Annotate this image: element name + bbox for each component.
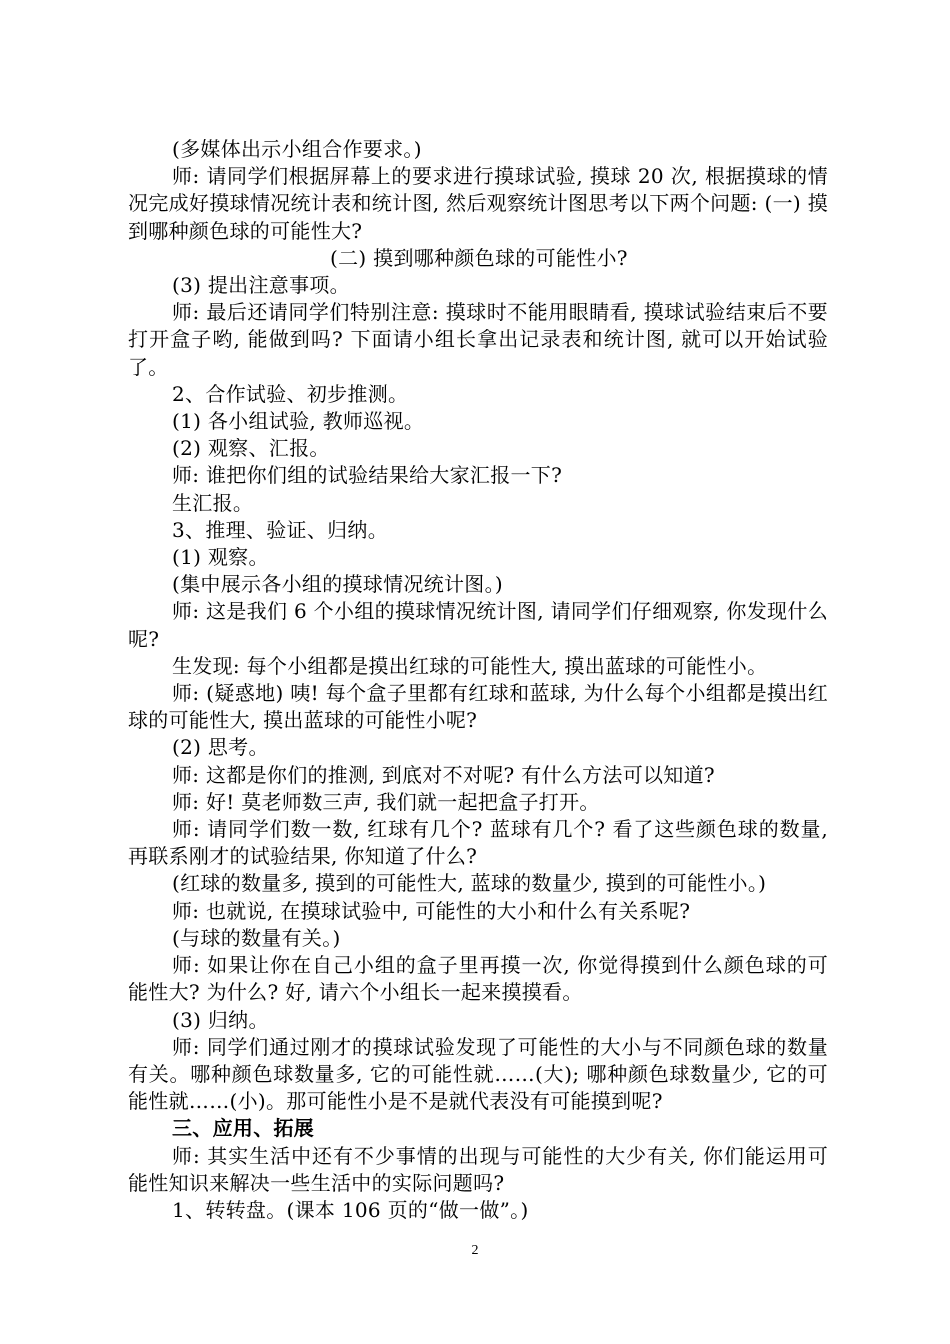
paragraph-18: 师: 这都是你们的推测, 到底对不对呢? 有什么方法可以知道? bbox=[172, 762, 715, 787]
paragraph-7: (1) 各小组试验, 教师巡视。 bbox=[172, 409, 425, 434]
paragraph-4: (3) 提出注意事项。 bbox=[172, 273, 350, 298]
paragraph-22: 师: 也就说, 在摸球试验中, 可能性的大小和什么有关系呢? bbox=[172, 898, 691, 923]
paragraph-29: 1、转转盘。(课本 106 页的“做一做”。) bbox=[172, 1197, 529, 1222]
paragraph-8: (2) 观察、汇报。 bbox=[172, 436, 330, 461]
paragraph-17: (2) 思考。 bbox=[172, 735, 269, 760]
paragraph-23: (与球的数量有关。) bbox=[172, 925, 341, 950]
paragraph-2: 师: 请同学们根据屏幕上的要求进行摸球试验, 摸球 20 次, 根据摸球的情况完成好摸球情况统计表和统计图, 然后观察统计图思考以下两个问题: (一) 摸到哪种颜色球的可能性大? bbox=[128, 164, 828, 243]
paragraph-3: (二) 摸到哪种颜色球的可能性小? bbox=[330, 245, 628, 270]
paragraph-21: (红球的数量多, 摸到的可能性大, 蓝球的数量少, 摸到的可能性小。) bbox=[172, 871, 767, 896]
paragraph-6: 2、合作试验、初步推测。 bbox=[172, 381, 409, 406]
page-number: 2 bbox=[471, 1243, 479, 1258]
paragraph-28: 师: 其实生活中还有不少事情的出现与可能性的大少有关, 你们能运用可能性知识来解决一些生活中的实际问题吗? bbox=[128, 1143, 828, 1195]
paragraph-20: 师: 请同学们数一数, 红球有几个? 蓝球有几个? 看了这些颜色球的数量, 再联系刚才的试验结果, 你知道了什么? bbox=[128, 817, 835, 869]
paragraph-24: 师: 如果让你在自己小组的盒子里再摸一次, 你觉得摸到什么颜色球的可能性大? 为什么? 好, 请六个小组长一起来摸摸看。 bbox=[128, 953, 828, 1005]
section-heading: 三、应用、拓展 bbox=[172, 1116, 315, 1141]
paragraph-11: 3、推理、验证、归纳。 bbox=[172, 517, 389, 542]
paragraph-1: (多媒体出示小组合作要求。) bbox=[172, 137, 422, 161]
paragraph-19: 师: 好! 莫老师数三声, 我们就一起把盒子打开。 bbox=[172, 789, 600, 814]
paragraph-13: (集中展示各小组的摸球情况统计图。) bbox=[172, 572, 504, 597]
paragraph-9: 师: 谁把你们组的试验结果给大家汇报一下? bbox=[172, 463, 563, 488]
paragraph-26: 师: 同学们通过刚才的摸球试验发现了可能性的大小与不同颜色球的数量有关。哪种颜色球数量多, 它的可能性就……(大); 哪种颜色球数量少, 它的可能性就……(小)。那可能性小是不是就代表没有可能摸到呢? bbox=[128, 1034, 828, 1114]
paragraph-5: 师: 最后还请同学们特别注意: 摸球时不能用眼睛看, 摸球试验结束后不要打开盒子哟, 能做到吗? 下面请小组长拿出记录表和统计图, 就可以开始试验了。 bbox=[128, 300, 828, 379]
document-body bbox=[128, 136, 835, 1224]
paragraph-12: (1) 观察。 bbox=[172, 545, 269, 570]
paragraph-14: 师: 这是我们 6 个小组的摸球情况统计图, 请同学们仔细观察, 你发现什么呢? bbox=[128, 599, 828, 651]
paragraph-10: 生汇报。 bbox=[172, 490, 254, 515]
paragraph-15: 生发现: 每个小组都是摸出红球的可能性大, 摸出蓝球的可能性小。 bbox=[172, 653, 768, 678]
paragraph-16: 师: (疑惑地) 咦! 每个盒子里都有红球和蓝球, 为什么每个小组都是摸出红球的可能性大, 摸出蓝球的可能性小呢? bbox=[128, 681, 828, 733]
paragraph-25: (3) 归纳。 bbox=[172, 1007, 269, 1032]
